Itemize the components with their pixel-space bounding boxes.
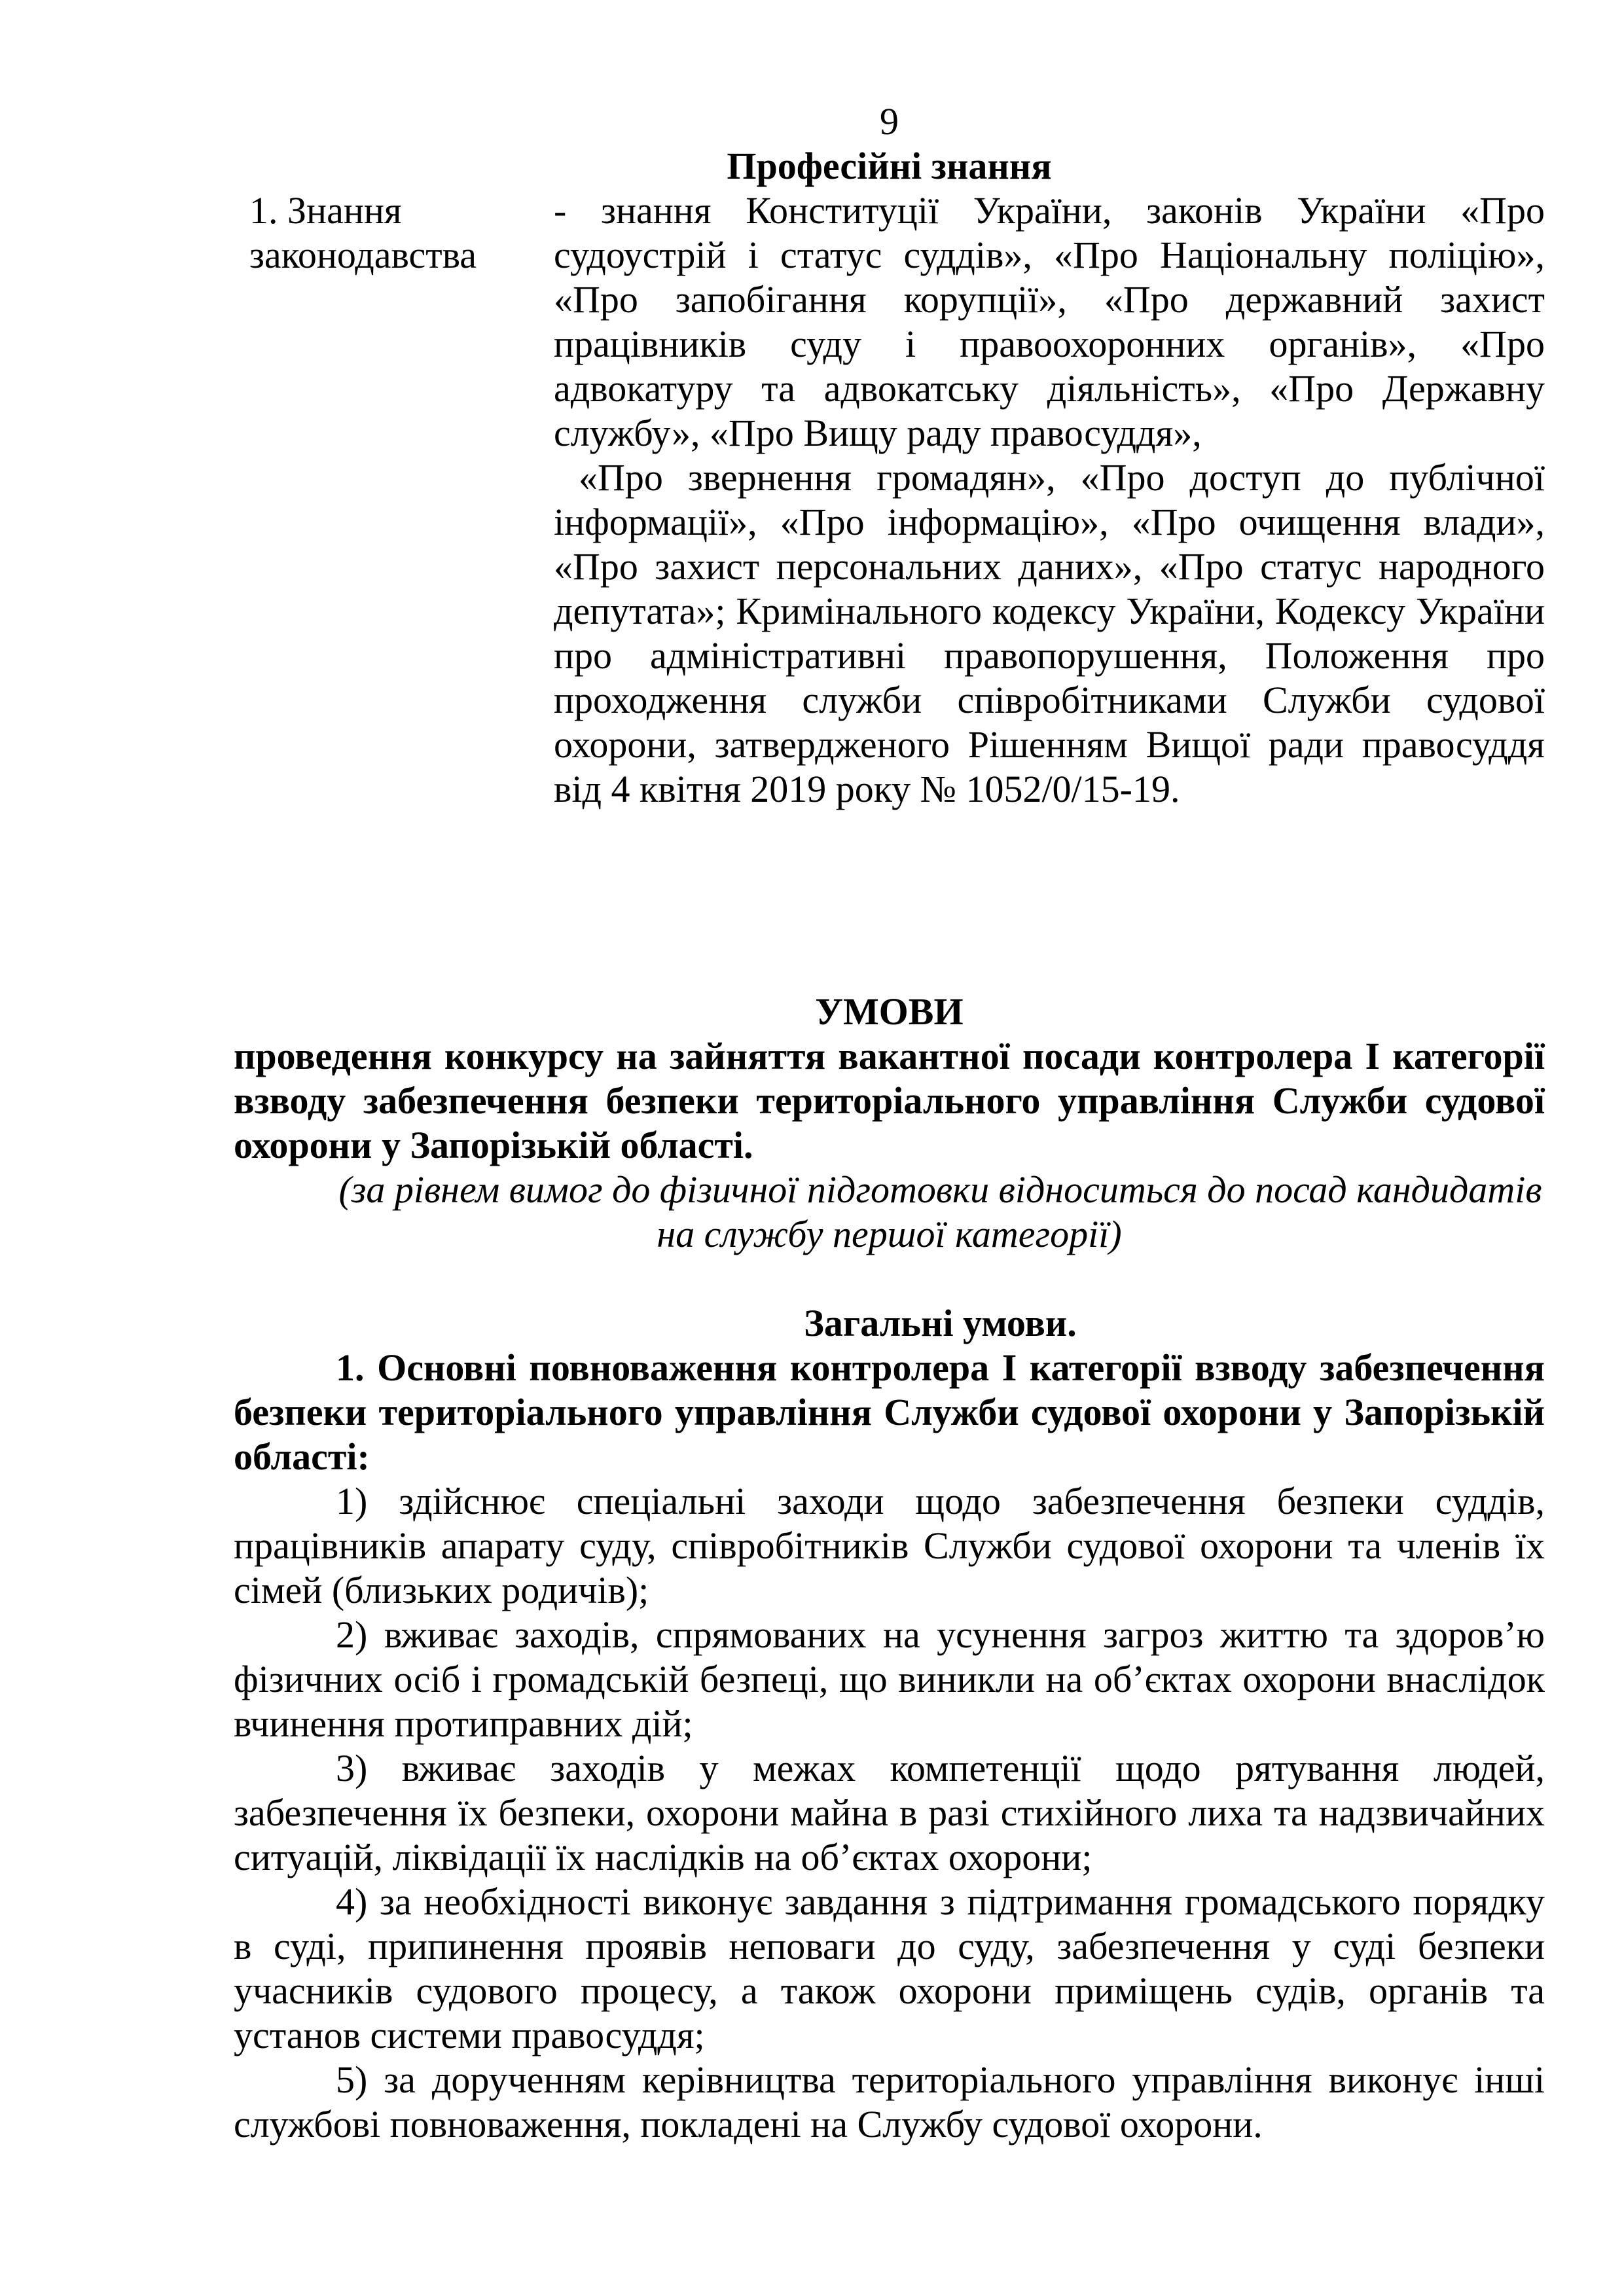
professional-knowledge-heading: Професійні знання [727, 145, 1052, 187]
page-number: 9 [880, 100, 899, 143]
duty-item-3: 3) вживає заходів у межах компетенції щодо рятування людей, забезпечення їх безпеки, охорони майна в разі стихійного лиха та надзвичайних ситуацій, ліквідації їх наслідків на об’єктах охорони; [234, 1747, 1545, 1878]
duty-item-4: 4) за необхідності виконує завдання з підтримання громадського порядку в суді, припинення проявів неповаги до суду, забезпечення у суді безпеки учасників судового процесу, а також охорони приміщень судів, органів та установ системи правосуддя; [234, 1880, 1545, 2056]
knowledge-paragraph-1: - знання Конституції України, законів України «Про судоустрій і статус суддів», «Про Національну поліцію», «Про запобігання корупції», «Про державний захист працівників суду і правоохоронних органів», «Про адвокатуру та адвокатську діяльність», «Про Державну службу», «Про Вищу раду правосуддя», [554, 189, 1545, 454]
duties-intro: 1. Основні повноваження контролера І категорії взводу забезпечення безпеки територіального управління Служби судової охорони у Запорізькій області: [234, 1346, 1545, 1478]
duty-item-5: 5) за дорученням керівництва територіального управління виконує інші службові повноваження, покладені на Службу судової охорони. [234, 2058, 1545, 2145]
conditions-note: (за рівнем вимог до фізичної підготовки відноситься до посад кандидатів на службу першої категорії) [338, 1168, 1542, 1255]
conditions-heading: УМОВИ [815, 990, 964, 1033]
knowledge-row-value [554, 188, 1545, 812]
knowledge-requirements-table [234, 188, 1545, 812]
knowledge-paragraph-2: «Про звернення громадян», «Про доступ до публічної інформації», «Про інформацію», «Про очищення влади», «Про захист персональних даних», «Про статус народного депутата»; Кримінального кодексу України, Кодексу України про адміністративні правопорушення, Положення про проходження служби співробітниками Служби судової охорони, затвердженого Рішенням Вищої ради правосуддя від 4 квітня 2019 року № 1052/0/15-19. [554, 456, 1545, 810]
general-conditions-heading: Загальні умови. [804, 1302, 1077, 1344]
conditions-subheading: проведення конкурсу на зайняття вакантної посади контролера І категорії взводу забезпечення безпеки територіального управління Служби судової охорони у Запорізькій області. [234, 1035, 1545, 1166]
knowledge-row-label: 1. Знання законодавства [249, 189, 477, 276]
duty-item-1: 1) здійснює спеціальні заходи щодо забезпечення безпеки суддів, працівників апарату суду, співробітників Служби судової охорони та членів їх сімей (близьких родичів); [234, 1480, 1545, 1611]
duty-item-2: 2) вживає заходів, спрямованих на усунення загроз життю та здоров’ю фізичних осіб і громадській безпеці, що виникли на об’єктах охорони внаслідок вчинення протиправних дій; [234, 1613, 1545, 1745]
